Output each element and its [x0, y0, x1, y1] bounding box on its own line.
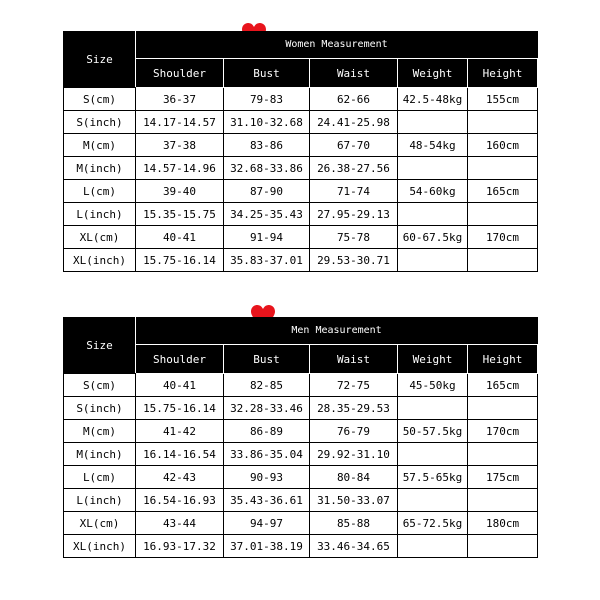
weight-value: 57.5-65kg: [398, 466, 468, 489]
shoulder-value: 39-40: [136, 180, 224, 203]
weight-value: [398, 535, 468, 558]
height-value: [468, 203, 538, 226]
size-label: XL(cm): [64, 512, 136, 535]
table-row: [64, 88, 538, 111]
waist-value: 27.95-29.13: [310, 203, 398, 226]
waist-value: 75-78: [310, 226, 398, 249]
waist-value: 76-79: [310, 420, 398, 443]
waist-value: 29.92-31.10: [310, 443, 398, 466]
weight-value: [398, 489, 468, 512]
table-row: [64, 443, 538, 466]
waist-value: 28.35-29.53: [310, 397, 398, 420]
height-value: 165cm: [468, 180, 538, 203]
size-label: L(cm): [64, 180, 136, 203]
weight-value: [398, 203, 468, 226]
bust-value: 35.83-37.01: [224, 249, 310, 272]
height-value: 180cm: [468, 512, 538, 535]
bust-value: 33.86-35.04: [224, 443, 310, 466]
size-header: Size: [64, 318, 136, 374]
bust-value: 94-97: [224, 512, 310, 535]
bust-value: 32.28-33.46: [224, 397, 310, 420]
size-label: L(cm): [64, 466, 136, 489]
weight-value: [398, 157, 468, 180]
shoulder-value: 15.35-15.75: [136, 203, 224, 226]
size-label: M(inch): [64, 157, 136, 180]
height-value: [468, 489, 538, 512]
waist-value: 29.53-30.71: [310, 249, 398, 272]
height-value: 170cm: [468, 420, 538, 443]
column-header-weight: Weight: [398, 345, 468, 374]
bust-value: 31.10-32.68: [224, 111, 310, 134]
size-label: M(inch): [64, 443, 136, 466]
table-row: [64, 489, 538, 512]
table-row: [64, 512, 538, 535]
waist-value: 33.46-34.65: [310, 535, 398, 558]
waist-value: 24.41-25.98: [310, 111, 398, 134]
column-header-waist: Waist: [310, 345, 398, 374]
size-label: M(cm): [64, 134, 136, 157]
table-title-row: [64, 32, 538, 59]
waist-value: 62-66: [310, 88, 398, 111]
shoulder-value: 40-41: [136, 226, 224, 249]
waist-value: 72-75: [310, 374, 398, 397]
shoulder-value: 43-44: [136, 512, 224, 535]
height-value: [468, 535, 538, 558]
table-row: [64, 420, 538, 443]
table-row: [64, 180, 538, 203]
table-title: Women Measurement: [136, 32, 538, 59]
size-label: XL(inch): [64, 249, 136, 272]
bust-value: 90-93: [224, 466, 310, 489]
size-label: S(cm): [64, 88, 136, 111]
table-row: [64, 535, 538, 558]
weight-value: [398, 111, 468, 134]
height-value: [468, 443, 538, 466]
shoulder-value: 16.14-16.54: [136, 443, 224, 466]
column-header-bust: Bust: [224, 59, 310, 88]
table-row: [64, 249, 538, 272]
bust-value: 32.68-33.86: [224, 157, 310, 180]
column-header-shoulder: Shoulder: [136, 59, 224, 88]
column-header-waist: Waist: [310, 59, 398, 88]
table-row: [64, 134, 538, 157]
table-row: [64, 203, 538, 226]
size-label: XL(inch): [64, 535, 136, 558]
column-header-row: [64, 345, 538, 374]
height-value: 160cm: [468, 134, 538, 157]
size-label: XL(cm): [64, 226, 136, 249]
shoulder-value: 16.54-16.93: [136, 489, 224, 512]
shoulder-value: 41-42: [136, 420, 224, 443]
shoulder-value: 40-41: [136, 374, 224, 397]
bust-value: 34.25-35.43: [224, 203, 310, 226]
waist-value: 67-70: [310, 134, 398, 157]
weight-value: 50-57.5kg: [398, 420, 468, 443]
shoulder-value: 15.75-16.14: [136, 249, 224, 272]
height-value: 170cm: [468, 226, 538, 249]
weight-value: 48-54kg: [398, 134, 468, 157]
shoulder-value: 16.93-17.32: [136, 535, 224, 558]
size-label: M(cm): [64, 420, 136, 443]
weight-value: 42.5-48kg: [398, 88, 468, 111]
table-row: [64, 157, 538, 180]
women-size-table: [63, 31, 538, 272]
bust-value: 37.01-38.19: [224, 535, 310, 558]
waist-value: 71-74: [310, 180, 398, 203]
bust-value: 87-90: [224, 180, 310, 203]
shoulder-value: 37-38: [136, 134, 224, 157]
weight-value: [398, 397, 468, 420]
size-label: L(inch): [64, 489, 136, 512]
height-value: [468, 157, 538, 180]
weight-value: 54-60kg: [398, 180, 468, 203]
waist-value: 85-88: [310, 512, 398, 535]
weight-value: [398, 443, 468, 466]
height-value: 175cm: [468, 466, 538, 489]
height-value: [468, 111, 538, 134]
weight-value: 45-50kg: [398, 374, 468, 397]
waist-value: 80-84: [310, 466, 398, 489]
height-value: [468, 397, 538, 420]
size-label: L(inch): [64, 203, 136, 226]
weight-value: [398, 249, 468, 272]
bust-value: 79-83: [224, 88, 310, 111]
size-label: S(inch): [64, 111, 136, 134]
waist-value: 31.50-33.07: [310, 489, 398, 512]
column-header-shoulder: Shoulder: [136, 345, 224, 374]
bust-value: 83-86: [224, 134, 310, 157]
size-header: Size: [64, 32, 136, 88]
shoulder-value: 42-43: [136, 466, 224, 489]
table-row: [64, 374, 538, 397]
size-label: S(inch): [64, 397, 136, 420]
bust-value: 86-89: [224, 420, 310, 443]
column-header-height: Height: [468, 345, 538, 374]
table-title: Men Measurement: [136, 318, 538, 345]
column-header-bust: Bust: [224, 345, 310, 374]
men-size-table: [63, 317, 538, 558]
height-value: [468, 249, 538, 272]
table-row: [64, 397, 538, 420]
table-title-row: [64, 318, 538, 345]
bust-value: 35.43-36.61: [224, 489, 310, 512]
column-header-row: [64, 59, 538, 88]
size-label: S(cm): [64, 374, 136, 397]
weight-value: 60-67.5kg: [398, 226, 468, 249]
height-value: 165cm: [468, 374, 538, 397]
shoulder-value: 36-37: [136, 88, 224, 111]
bust-value: 82-85: [224, 374, 310, 397]
shoulder-value: 14.17-14.57: [136, 111, 224, 134]
table-row: [64, 111, 538, 134]
column-header-weight: Weight: [398, 59, 468, 88]
column-header-height: Height: [468, 59, 538, 88]
waist-value: 26.38-27.56: [310, 157, 398, 180]
table-row: [64, 466, 538, 489]
shoulder-value: 15.75-16.14: [136, 397, 224, 420]
shoulder-value: 14.57-14.96: [136, 157, 224, 180]
bust-value: 91-94: [224, 226, 310, 249]
height-value: 155cm: [468, 88, 538, 111]
table-row: [64, 226, 538, 249]
weight-value: 65-72.5kg: [398, 512, 468, 535]
